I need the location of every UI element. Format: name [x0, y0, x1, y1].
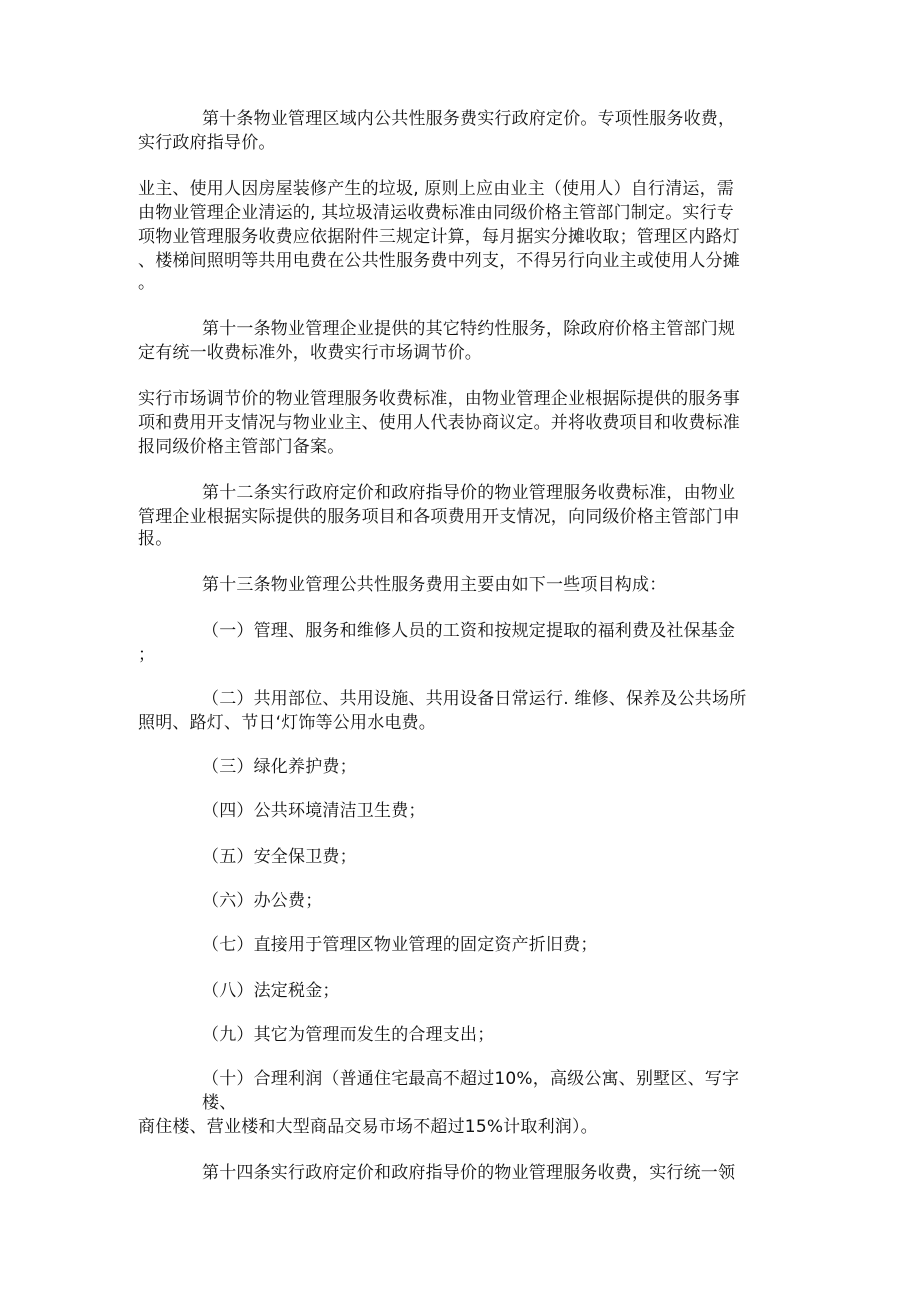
article-12-line-1: 第十二条实行政府定价和政府指导价的物业管理服务收费标准，由物业 [202, 483, 736, 503]
article-13-line-1: 第十三条物业管理公共性服务费用主要由如下一些项目构成： [202, 575, 667, 595]
article-11-line-1: 第十一条物业管理企业提供的其它特约性服务，除政府价格主管部门规 [202, 319, 736, 339]
article-12-line-3: 报。 [138, 529, 173, 549]
article-10-line-2: 实行政府指导价。 [138, 133, 276, 153]
article-12-line-2: 管理企业根据实际提供的服务项目和各项费用开支情况，向同级价格主管部门申 [138, 507, 740, 527]
item-6: （六）办公费； [202, 891, 323, 911]
item-4: （四）公共环境清洁卫生费； [202, 801, 426, 821]
item-5: （五）安全保卫费； [202, 847, 357, 867]
item-1-line-2: ； [138, 645, 156, 665]
paragraph-renovation-line-5: 。 [138, 273, 156, 293]
paragraph-renovation-line-4: 、楼梯间照明等共用电费在公共性服务费中列支，不得另行向业主或使用人分摊 [138, 251, 740, 271]
item-9: （九）其它为管理而发生的合理支出； [202, 1025, 495, 1045]
paragraph-market-line-2: 项和费用开支情况与物业业主、使用人代表协商议定。并将收费项目和收费标准 [138, 413, 740, 433]
item-1-line-1: （一）管理、服务和维修人员的工资和按规定提取的福利费及社保基金 [202, 621, 736, 641]
paragraph-market-line-3: 报同级价格主管部门备案。 [138, 437, 345, 457]
item-3: （三）绿化养护费； [202, 757, 357, 777]
paragraph-renovation-line-1: 业主、使用人因房屋装修产生的垃圾, 原则上应由业主（使用人）自行清运，需 [138, 179, 735, 199]
article-14-line-1: 第十四条实行政府定价和政府指导价的物业管理服务收费，实行统一领 [202, 1163, 736, 1183]
item-10-line-3: 商住楼、营业楼和大型商品交易市场不超过15%计取利润）。 [138, 1117, 598, 1137]
item-2-line-2: 照明、路灯、节日‘灯饰等公用水电费。 [138, 713, 437, 733]
item-2-line-1: （二）共用部位、共用设施、共用设备日常运行. 维修、保养及公共场所 [202, 689, 747, 709]
item-10-line-1: （十）合理利润（普通住宅最高不超过10%，高级公寓、别墅区、写字 [202, 1069, 740, 1089]
item-10-line-2: 楼、 [202, 1093, 237, 1113]
paragraph-market-line-1: 实行市场调节价的物业管理服务收费标准，由物业管理企业根据际提供的服务事 [138, 389, 740, 409]
paragraph-renovation-line-2: 由物业管理企业清运的, 其垃圾清运收费标准由同级价格主管部门制定。实行专 [138, 203, 735, 223]
item-7: （七）直接用于管理区物业管理的固定资产折旧费； [202, 935, 598, 955]
paragraph-renovation-line-3: 项物业管理服务收费应依据附件三规定计算，每月据实分摊收取；管理区内路灯 [138, 227, 740, 247]
article-10-line-1: 第十条物业管理区域内公共性服务费实行政府定价。专项性服务收费， [202, 109, 736, 129]
article-11-line-2: 定有统一收费标准外，收费实行市场调节价。 [138, 343, 482, 363]
item-8: （八）法定税金； [202, 981, 340, 1001]
